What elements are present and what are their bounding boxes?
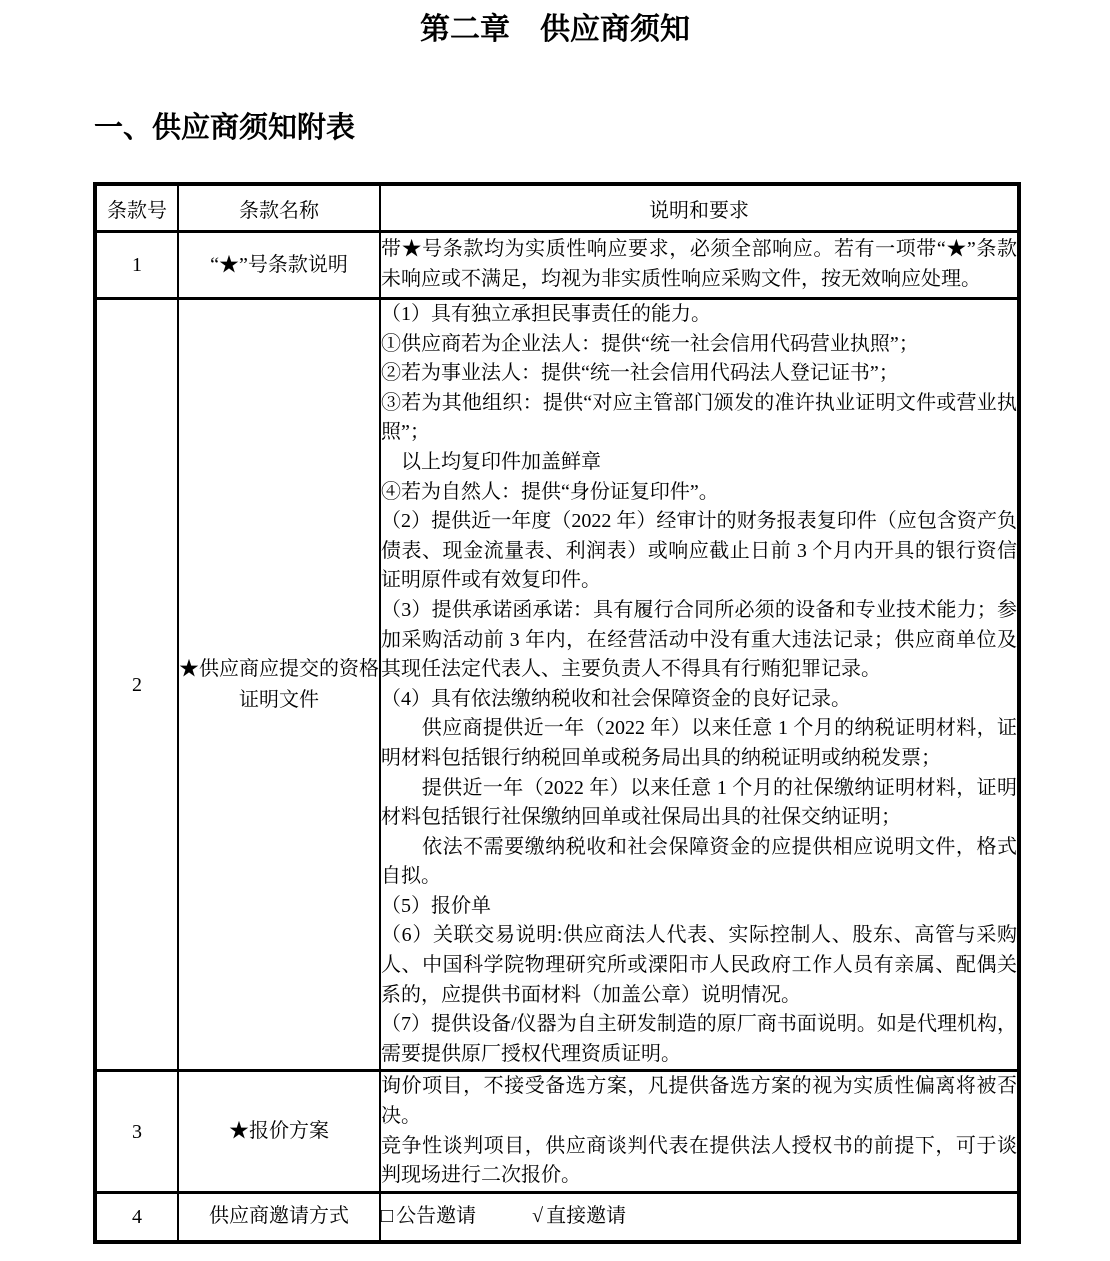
section-heading: 一、供应商须知附表: [94, 112, 356, 144]
invite-option-label: 直接邀请: [546, 1205, 627, 1228]
clause-name-cell: 供应商邀请方式: [178, 1192, 380, 1242]
supplier-notice-table: [93, 182, 1021, 1244]
clause-description-cell: [380, 232, 1019, 299]
description-paragraph: （2）提供近一年度（2022 年）经审计的财务报表复印件（应包含资产负债表、现金流量表、利润表）或响应截止日前 3 个月内开具的银行资信证明原件或有效复印件。: [381, 510, 1017, 592]
table-header-row: [95, 184, 1019, 232]
clause-name-cell: ★供应商应提交的资格证明文件: [178, 299, 380, 1071]
clause-description-cell: [380, 1071, 1019, 1192]
description-paragraph: ②若为事业法人：提供“统一社会信用代码法人登记证书”；: [381, 362, 899, 385]
col-header-description: 说明和要求: [380, 184, 1019, 232]
clause-name-cell: “★”号条款说明: [178, 232, 380, 299]
description-paragraph: ①供应商若为企业法人：提供“统一社会信用代码营业执照”；: [381, 332, 919, 355]
description-paragraph: 供应商提供近一年（2022 年）以来任意 1 个月的纳税证明材料，证明材料包括银行纳税回单或税务局出具的纳税证明或纳税发票；: [381, 717, 1017, 769]
clause-number-cell: 1: [95, 232, 178, 299]
clause-number-cell: 4: [95, 1192, 178, 1242]
table-row: [95, 1071, 1019, 1192]
description-paragraph: （1）具有独立承担民事责任的能力。: [381, 303, 711, 325]
col-header-clause-no: 条款号: [95, 184, 178, 232]
table-row: [95, 299, 1019, 1071]
description-paragraph: 以上均复印件加盖鲜章: [381, 450, 601, 473]
invite-option-selected: [532, 1205, 626, 1227]
description-paragraph: ③若为其他组织：提供“对应主管部门颁发的准许执业证明文件或营业执照”；: [381, 391, 1017, 444]
clause-name-cell: ★报价方案: [178, 1071, 380, 1192]
table-row: [95, 1192, 1019, 1242]
clause-number-cell: 2: [95, 299, 178, 1071]
description-paragraph: 提供近一年（2022 年）以来任意 1 个月的社保缴纳证明材料，证明材料包括银行社保缴纳回单或社保局出具的社保交纳证明；: [381, 776, 1017, 829]
description-paragraph: （5）报价单: [381, 894, 491, 917]
description-paragraph: （4）具有依法缴纳税收和社会保障资金的良好记录。: [381, 687, 851, 710]
description-paragraph: ④若为自然人：提供“身份证复印件”。: [381, 480, 719, 503]
table-row: [95, 232, 1019, 299]
clause-number-cell: 3: [95, 1071, 178, 1192]
col-header-clause-name: 条款名称: [178, 184, 380, 232]
description-paragraph: （7）提供设备/仪器为自主研发制造的原厂商书面说明。如是代理机构，需要提供原厂授权代理资质证明。: [381, 1013, 1017, 1065]
checkmark-icon: √: [532, 1205, 544, 1228]
invite-option-label: 公告邀请: [396, 1205, 477, 1228]
invite-option: [381, 1205, 476, 1227]
clause-description-cell: [380, 1192, 1019, 1242]
description-paragraph: 询价项目，不接受备选方案，凡提供备选方案的视为实质性偏离将被否决。: [381, 1075, 1017, 1128]
description-paragraph: （3）提供承诺函承诺：具有履行合同所必须的设备和专业技术能力；参加采购活动前 3 年内，在经营活动中没有重大违法记录；供应商单位及其现任法定代表人、主要负责人不得具有行贿犯罪记录。: [381, 598, 1017, 681]
description-paragraph: 竞争性谈判项目，供应商谈判代表在提供法人授权书的前提下，可于谈判现场进行二次报价。: [381, 1134, 1017, 1187]
checkbox-empty-icon: □: [381, 1205, 394, 1228]
clause-description-cell: [380, 299, 1019, 1071]
description-paragraph: 带★号条款均为实质性响应要求，必须全部响应。若有一项带“★”条款未响应或不满足，均视为非实质性响应采购文件，按无效响应处理。: [381, 238, 1017, 290]
table-body: [95, 232, 1019, 1242]
description-paragraph: （6）关联交易说明:供应商法人代表、实际控制人、股东、高管与采购人、中国科学院物理研究所或溧阳市人民政府工作人员有亲属、配偶关系的，应提供书面材料（加盖公章）说明情况。: [381, 924, 1017, 1006]
chapter-title: 第二章 供应商须知: [420, 13, 690, 46]
description-paragraph: 依法不需要缴纳税收和社会保障资金的应提供相应说明文件，格式自拟。: [381, 835, 1017, 888]
document-page: [0, 13, 1110, 1244]
